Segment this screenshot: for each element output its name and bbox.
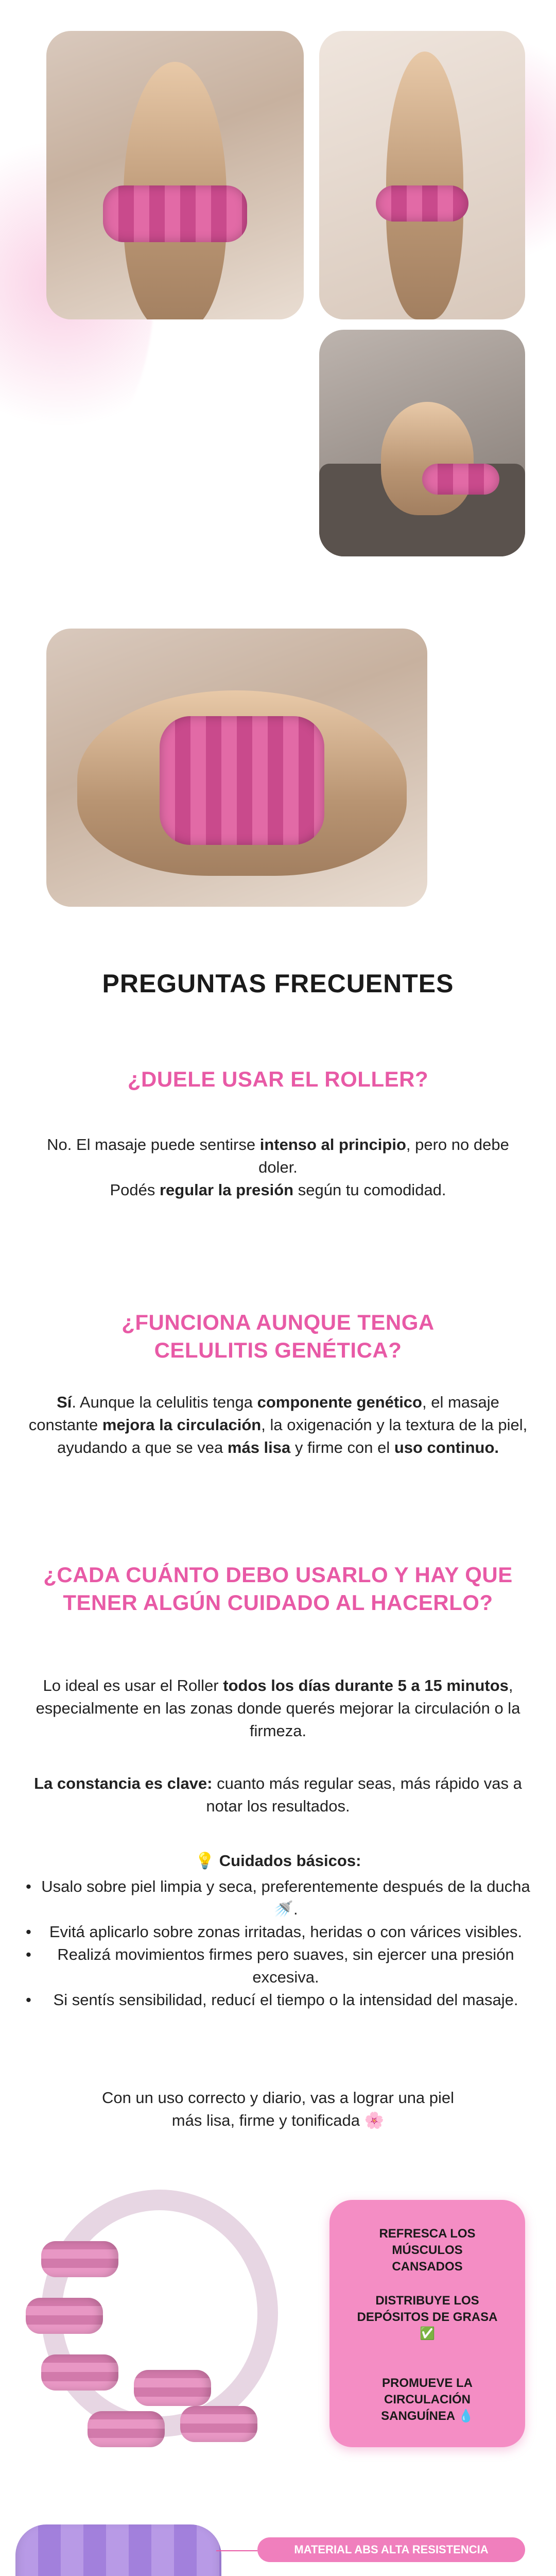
photo-woman-with-roller xyxy=(46,31,304,319)
faq-question-2: ¿FUNCIONA AUNQUE TENGA CELULITIS GENÉTICA? xyxy=(121,1310,435,1362)
care-item: • Usalo sobre piel limpia y seca, preferentemente después de la ducha 🚿. xyxy=(26,1875,530,1921)
benefits-card xyxy=(329,2200,525,2447)
benefit-item: REFRESCA LOS MÚSCULOS CANSADOS xyxy=(379,2227,476,2274)
care-item: • Evitá aplicarlo sobre zonas irritadas, heridas o con várices visibles. xyxy=(26,1921,530,1943)
faq-answer-1: No. El masaje puede sentirse intenso al principio, pero no debe doler. Podés regular la presión según tu comodidad. xyxy=(47,1136,509,1199)
care-title: 💡 Cuidados básicos: xyxy=(195,1852,361,1870)
faq-answer-2: Sí. Aunque la celulitis tenga componente genético, el masaje constante mejora la circulación, la oxigenación y la textura de la piel, ayudando a que se vea más lisa y firme con el uso continuo. xyxy=(28,1393,528,1456)
photo-woman-standing xyxy=(319,31,525,319)
photo-leg-with-roller xyxy=(46,629,427,907)
benefit-item: PROMUEVE LA CIRCULACIÓN SANGUÍNEA 💧 xyxy=(381,2376,474,2423)
faq-question-1: ¿DUELE USAR EL ROLLER? xyxy=(127,1067,429,1091)
care-item: • Si sentís sensibilidad, reducí el tiempo o la intensidad del masaje. xyxy=(26,1989,530,2011)
care-list xyxy=(26,1875,530,2011)
benefit-item: DISTRIBUYE LOS DEPÓSITOS DE GRASA ✅ xyxy=(357,2294,498,2341)
feature-pill: MATERIAL ABS ALTA RESISTENCIA xyxy=(257,2537,525,2562)
faq-answer-3-constancy: La constancia es clave: cuanto más regular seas, más rápido vas a notar los resultados. xyxy=(34,1774,522,1815)
roller-product-image xyxy=(10,2179,299,2488)
faq-title: PREGUNTAS FRECUENTES xyxy=(102,969,454,998)
faq-answer-3-intro: Lo ideal es usar el Roller todos los días durante 5 a 15 minutos, especialmente en las zonas donde querés mejorar la circulación o la firmeza. xyxy=(36,1676,520,1740)
photo-woman-on-sofa xyxy=(319,330,525,556)
faq-question-3: ¿CADA CUÁNTO DEBO USARLO Y HAY QUE TENER ALGÚN CUIDADO AL HACERLO? xyxy=(43,1563,513,1615)
purple-roller-image xyxy=(15,2524,221,2576)
care-item: • Realizá movimientos firmes pero suaves, sin ejercer una presión excesiva. xyxy=(26,1943,530,1989)
care-closing: Con un uso correcto y diario, vas a lograr una piel más lisa, firme y tonificada 🌸 xyxy=(101,2089,455,2129)
